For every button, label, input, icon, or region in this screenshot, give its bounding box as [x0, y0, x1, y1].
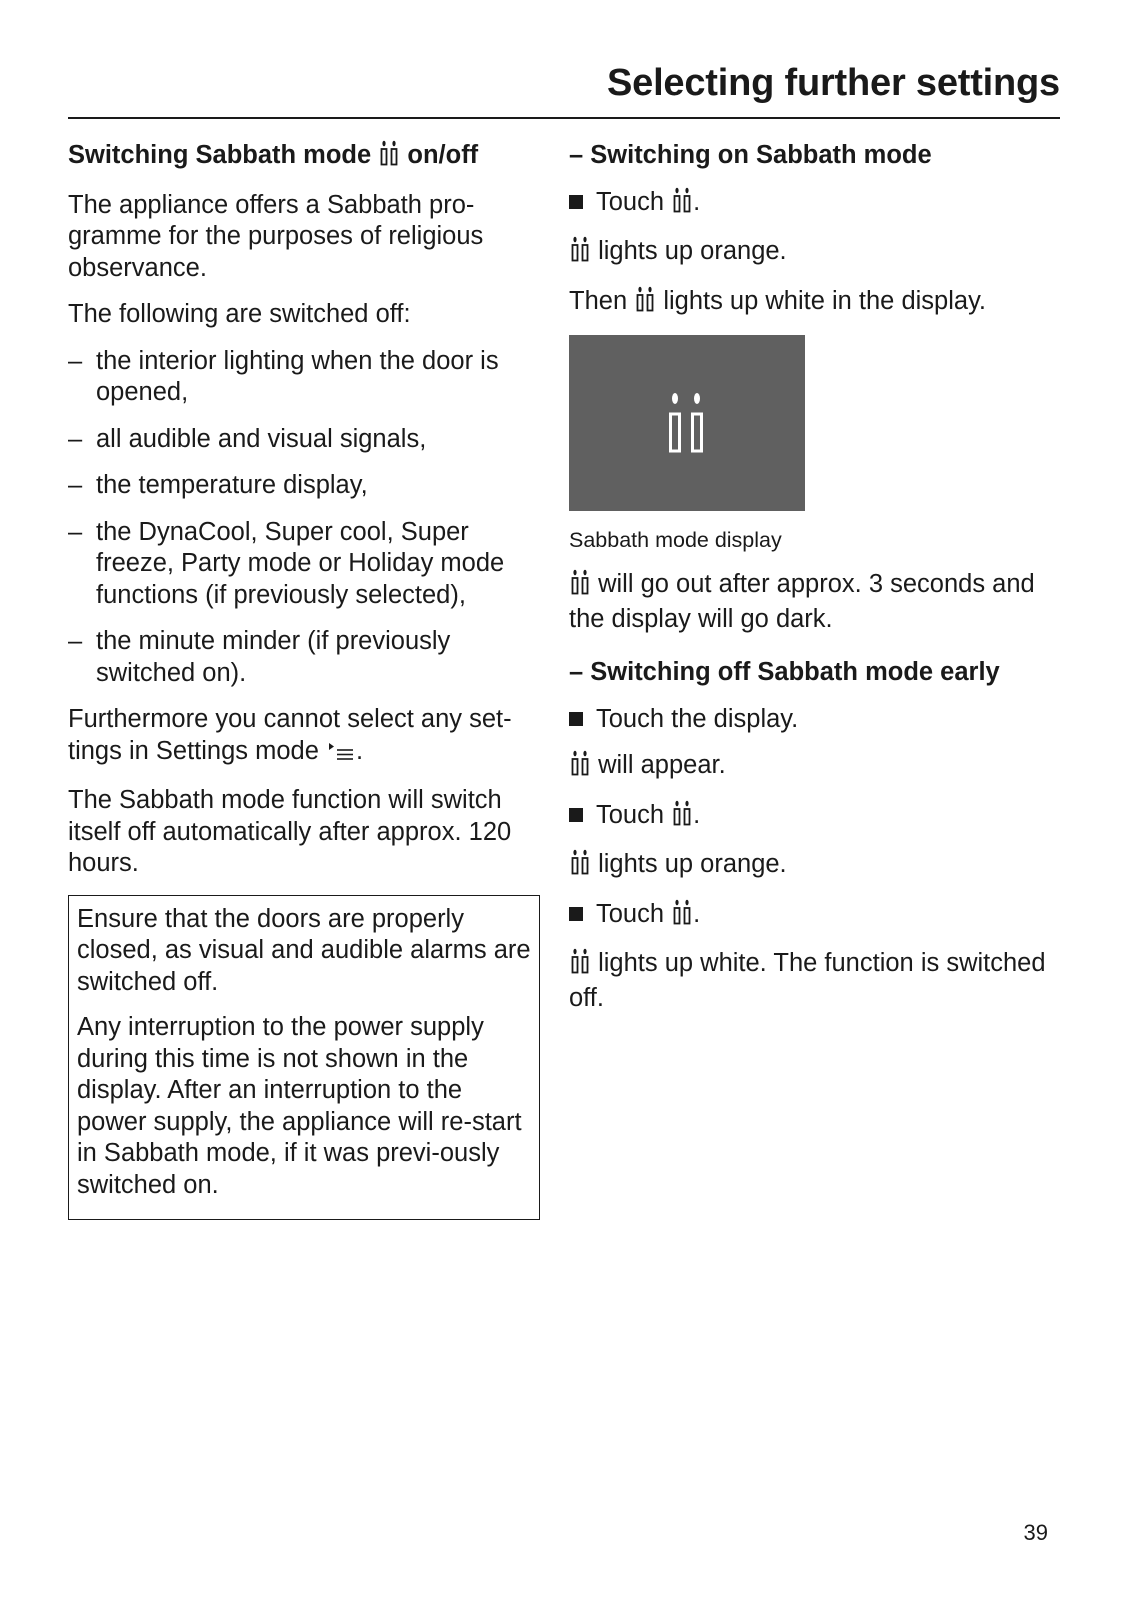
sabbath-candles-icon	[571, 849, 589, 884]
lights-white-off-text: lights up white. The function is switched off.	[569, 949, 1046, 1012]
step-text: Touch	[596, 187, 665, 216]
switching-off-heading: – Switching off Sabbath mode early	[569, 658, 1000, 686]
list-item-text: the interior lighting when the door is opened,	[96, 346, 499, 406]
go-out-paragraph	[569, 569, 1049, 635]
list-item-text: the temperature display,	[96, 471, 368, 499]
list-item	[68, 470, 540, 502]
step-period: .	[693, 187, 701, 216]
then-text: Then	[569, 286, 628, 315]
heading-text-suffix: on/off	[407, 141, 479, 169]
auto-off-paragraph: The Sabbath mode function will switch itself off automatically after approx. 120 hours.	[68, 786, 512, 877]
list-item-text: all audible and visual signals,	[96, 424, 427, 453]
lights-white-off-paragraph	[569, 948, 1049, 1014]
header-rule	[68, 117, 1060, 119]
will-appear-paragraph	[569, 750, 1049, 785]
sabbath-candles-icon	[673, 800, 691, 835]
furthermore-paragraph	[68, 704, 540, 770]
switching-on-heading: – Switching on Sabbath mode	[569, 141, 932, 169]
sabbath-display-illustration	[569, 335, 805, 511]
sabbath-candles-icon	[673, 187, 691, 222]
list-item-text: the DynaCool, Super cool, Super freeze, Party mode or Holiday mode functions (if previously selected),	[96, 517, 505, 609]
sabbath-candles-icon	[636, 286, 654, 321]
lights-orange-text: lights up orange.	[598, 850, 787, 878]
lights-orange-paragraph	[569, 236, 1049, 271]
lights-orange-paragraph	[569, 849, 1049, 884]
step-touch-sabbath	[569, 899, 1049, 934]
will-appear-text: will appear.	[598, 751, 726, 779]
step-text: Touch the display.	[596, 704, 799, 733]
step-period: .	[693, 800, 701, 829]
section-heading-sabbath	[68, 140, 540, 175]
dash-marker: –	[68, 346, 83, 375]
list-item	[68, 517, 540, 612]
dash-marker: –	[68, 424, 83, 453]
page-number: 39	[1023, 1520, 1048, 1545]
intro-paragraph: The appliance offers a Sabbath pro-gramme for the purposes of religious observance.	[68, 190, 484, 282]
list-item-text: the minute minder (if previously switched on).	[96, 627, 451, 687]
list-item	[68, 424, 540, 456]
sabbath-candles-icon	[571, 750, 589, 785]
sabbath-candles-icon	[571, 948, 589, 983]
then-white-paragraph	[569, 286, 1049, 321]
white-display-text: lights up white in the display.	[663, 286, 987, 315]
square-bullet-icon	[569, 907, 583, 921]
dash-marker: –	[68, 517, 83, 546]
go-out-text: will go out after approx. 3 seconds and the display will go dark.	[569, 570, 1035, 633]
sabbath-candles-icon	[571, 569, 589, 604]
sabbath-candles-icon	[571, 236, 589, 271]
right-column	[569, 140, 1049, 1029]
step-text: Touch	[596, 899, 665, 928]
square-bullet-icon	[569, 195, 583, 209]
page-title: Selecting further settings	[607, 62, 1060, 104]
dash-marker: –	[68, 627, 83, 655]
step-touch-sabbath	[569, 187, 1049, 222]
step-touch-sabbath	[569, 800, 1049, 835]
list-item	[68, 346, 540, 409]
switched-off-list	[68, 346, 540, 690]
dash-marker: –	[68, 471, 83, 499]
step-period: .	[693, 899, 701, 928]
square-bullet-icon	[569, 808, 583, 822]
furthermore-period: .	[356, 736, 364, 765]
list-item	[68, 626, 540, 689]
left-column	[68, 140, 540, 1220]
sabbath-candles-icon	[380, 140, 398, 175]
display-caption: Sabbath mode display	[569, 528, 782, 552]
note-paragraph: Any interruption to the power supply during this time is not shown in the display. After an interruption to the power supply, the appliance will re-start in Sabbath mode, if it was previ-ously switched on.	[77, 1013, 522, 1199]
step-text: Touch	[596, 800, 665, 829]
following-paragraph: The following are switched off:	[68, 300, 411, 328]
heading-text: Switching Sabbath mode	[68, 141, 372, 169]
settings-mode-icon	[328, 739, 354, 771]
square-bullet-icon	[569, 712, 583, 726]
furthermore-text: Furthermore you cannot select any set-tings in Settings mode	[68, 705, 512, 765]
note-paragraph: Ensure that the doors are properly closed, as visual and audible alarms are switched off.	[77, 904, 531, 996]
warning-note-box	[68, 895, 540, 1221]
sabbath-candles-icon	[673, 899, 691, 934]
lights-orange-text: lights up orange.	[598, 237, 787, 265]
sabbath-candles-icon	[667, 392, 707, 454]
step-touch-display	[569, 704, 1049, 736]
